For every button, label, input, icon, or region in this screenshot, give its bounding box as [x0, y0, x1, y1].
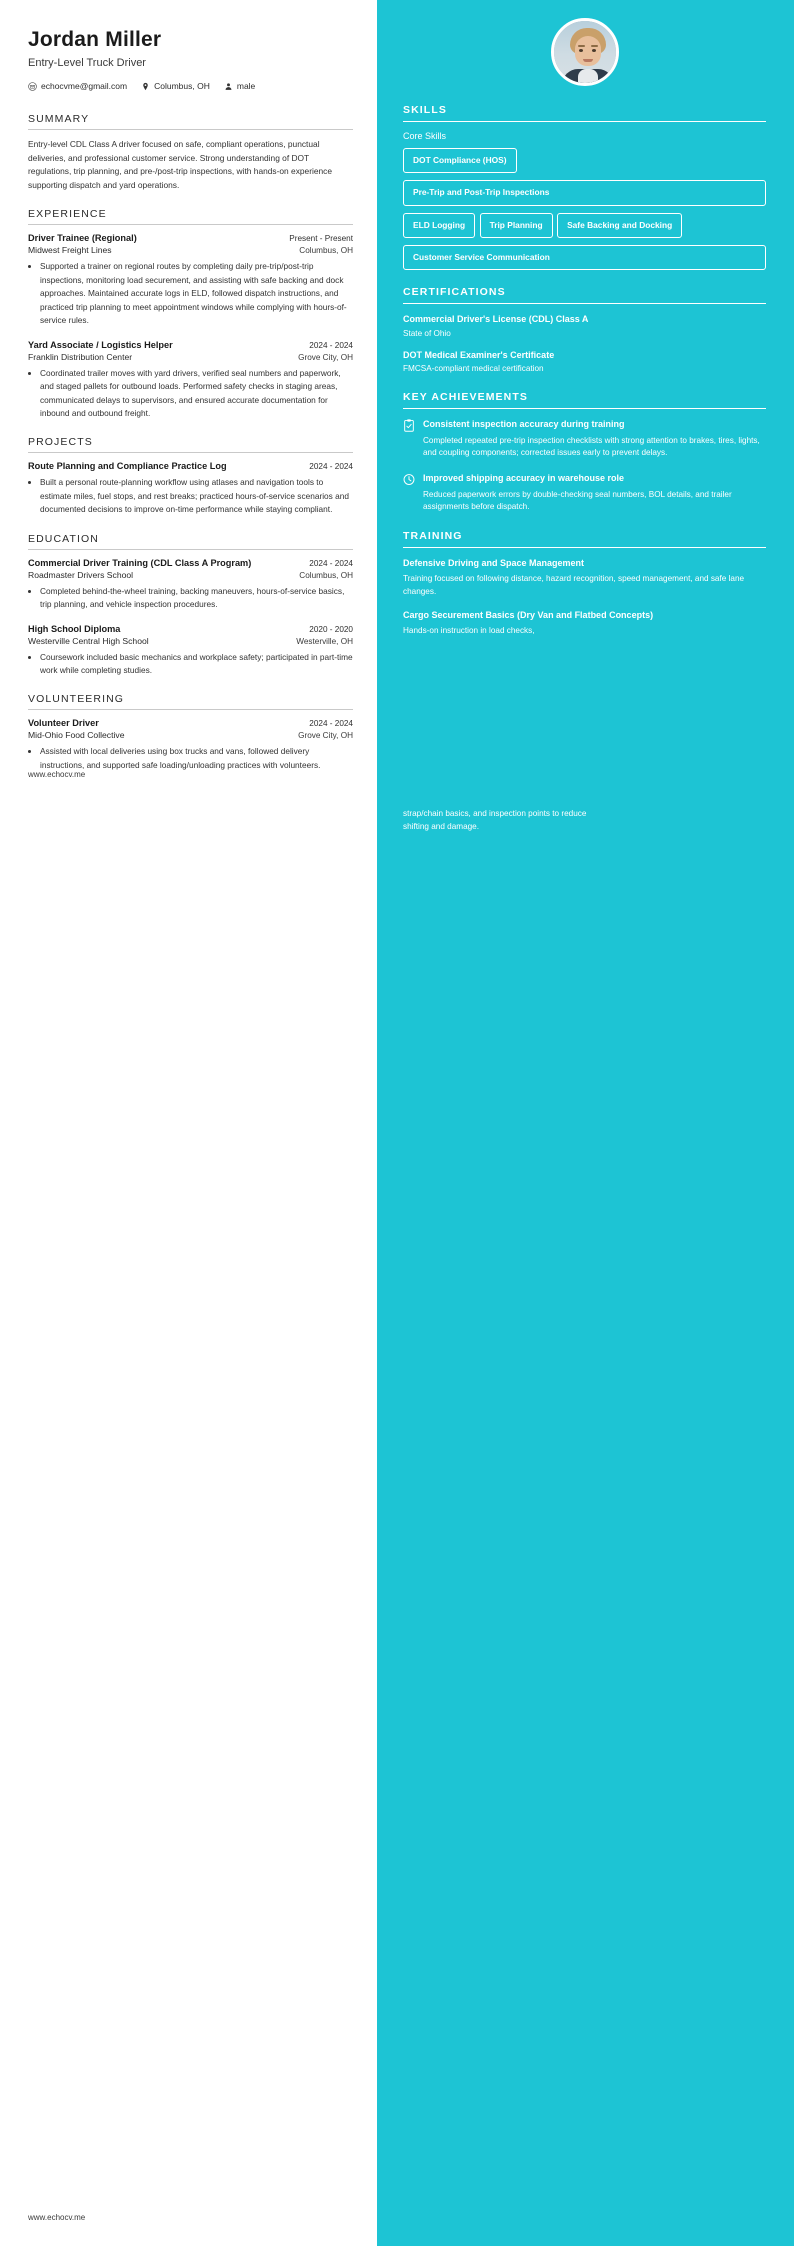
skill-chip: ELD Logging — [403, 213, 475, 238]
training-description-continued: strap/chain basics, and inspection points to reduce shifting and damage. — [403, 809, 587, 831]
project-entry — [28, 461, 353, 516]
skill-chip: Safe Backing and Docking — [557, 213, 682, 238]
entry-sub — [28, 730, 353, 740]
certification-item — [403, 313, 766, 339]
achievement-description: Completed repeated pre-trip inspection checklists with strong attention to brakes, tires, lights, and coupling components; corrected issues early to prevent delays. — [423, 435, 760, 458]
entry-bullet: • Completed behind-the-wheel training, backing maneuvers, hours-of-service basics, trip planning, and vehicle inspection procedures. — [40, 585, 353, 612]
section-summary — [28, 113, 353, 192]
candidate-role: Entry-Level Truck Driver — [28, 57, 146, 69]
achievement-item — [403, 472, 766, 514]
training-description: Training focused on following distance, hazard recognition, speed management, and safe lane changes. — [403, 574, 745, 597]
education-entry — [28, 558, 353, 612]
entry-bullet: • Built a personal route-planning workflow using atlases and navigation tools to estimate miles, fuel stops, and rest breaks; practiced hours-of-service scenarios and documented decisions to improve on-time performance while staying compliant. — [40, 476, 353, 516]
entry-location: Columbus, OH — [299, 246, 353, 256]
section-title-projects: PROJECTS — [28, 436, 353, 453]
entry-bullets — [28, 585, 353, 612]
training-title: Defensive Driving and Space Management — [403, 557, 585, 568]
section-title-skills: SKILLS — [403, 104, 766, 122]
avatar-wrap — [403, 18, 766, 86]
entry-title: Route Planning and Compliance Practice Log — [28, 461, 227, 472]
entry-date: 2020 - 2020 — [309, 624, 353, 634]
avatar — [551, 18, 619, 86]
entry-date: 2024 - 2024 — [309, 719, 353, 729]
resume-main-column — [0, 0, 377, 2246]
person-icon — [224, 82, 233, 91]
entry-org: Franklin Distribution Center — [28, 351, 133, 362]
entry-org: Midwest Freight Lines — [28, 245, 112, 256]
entry-bullets — [28, 367, 353, 421]
entry-bullet: • Coordinated trailer moves with yard drivers, verified seal numbers and paperwork, and staged pallets for outbound loads. Performed safety checks in staging areas, communicated delays to supervisors, and ensured accurate documentation for inbound and outbound freight. — [40, 367, 353, 421]
entry-org: Mid-Ohio Food Collective — [28, 730, 125, 741]
training-description: Hands-on instruction in load checks, — [403, 626, 535, 636]
achievement-title: Consistent inspection accuracy during training — [423, 419, 625, 430]
entry-bullets — [28, 651, 353, 678]
skill-chip: Pre-Trip and Post-Trip Inspections — [403, 180, 766, 205]
section-skills — [403, 104, 766, 270]
experience-entry — [28, 340, 353, 421]
entry-location: Columbus, OH — [299, 570, 353, 580]
entry-head — [28, 558, 353, 568]
page-footer-url[interactable]: www.echocv.me — [28, 2213, 86, 2222]
contact-gender — [224, 81, 255, 91]
location-pin-icon — [141, 82, 150, 91]
certification-issuer: State of Ohio — [403, 328, 451, 338]
entry-title: Commercial Driver Training (CDL Class A Program) — [28, 557, 252, 568]
entry-title: Driver Trainee (Regional) — [28, 233, 137, 244]
entry-org: Roadmaster Drivers School — [28, 569, 134, 580]
entry-location: Grove City, OH — [298, 352, 353, 362]
achievement-title: Improved shipping accuracy in warehouse role — [423, 473, 625, 484]
certification-name: DOT Medical Examiner's Certificate — [403, 349, 555, 360]
entry-head — [28, 340, 353, 350]
entry-bullet: • Supported a trainer on regional routes by completing daily pre-trip/post-trip inspections, monitoring load securement, and assisting with safe backing and dock approaches. Maintained accurate logs in ELD, followed dispatch instructions, and practiced trip planning to meet appointment windows while complying with hours-of-service rules. — [40, 260, 353, 327]
entry-bullet: • Assisted with local deliveries using box trucks and vans, followed delivery instructions, and supported safe loading/unloading practices with volunteers. — [40, 745, 353, 772]
entry-sub — [28, 352, 353, 362]
section-title-volunteering: VOLUNTEERING — [28, 693, 353, 710]
entry-location: Westerville, OH — [296, 636, 353, 646]
section-title-training: TRAINING — [403, 530, 766, 548]
contact-email — [28, 81, 127, 91]
resume-sidebar — [377, 0, 794, 2246]
achievement-description: Reduced paperwork errors by double-checking seal numbers, BOL details, and trailer assignments before dispatch. — [423, 489, 732, 512]
education-entry — [28, 624, 353, 678]
achievement-body — [423, 418, 766, 460]
entry-location: Grove City, OH — [298, 731, 353, 741]
entry-head — [28, 718, 353, 728]
contact-gender-text: male — [236, 81, 256, 91]
section-certifications — [403, 286, 766, 375]
clock-icon — [403, 472, 416, 514]
entry-head — [28, 624, 353, 634]
skill-chip: Trip Planning — [480, 213, 553, 238]
entry-head — [28, 461, 353, 471]
section-title-education: EDUCATION — [28, 533, 353, 550]
section-volunteering — [28, 693, 353, 772]
email-icon — [28, 82, 37, 91]
entry-date: 2024 - 2024 — [309, 462, 353, 472]
entry-bullet: • Coursework included basic mechanics and workplace safety; participated in part-time work while completing studies. — [40, 651, 353, 678]
entry-sub — [28, 570, 353, 580]
training-item — [403, 609, 766, 638]
achievement-item — [403, 418, 766, 460]
section-key-achievements — [403, 391, 766, 514]
section-experience — [28, 208, 353, 420]
section-projects — [28, 436, 353, 516]
training-item — [403, 557, 766, 599]
contact-location — [141, 81, 210, 91]
section-title-experience: EXPERIENCE — [28, 208, 353, 225]
contact-email-text: echocvme@gmail.com — [41, 81, 128, 91]
section-training — [403, 530, 766, 638]
section-title-summary: SUMMARY — [28, 113, 353, 130]
entry-bullets — [28, 745, 353, 772]
entry-title: High School Diploma — [28, 623, 121, 634]
entry-date: Present - Present — [289, 234, 353, 244]
entry-title: Volunteer Driver — [28, 718, 99, 729]
entry-sub — [28, 245, 353, 255]
experience-entry — [28, 233, 353, 327]
skill-chip: Customer Service Communication — [403, 245, 766, 270]
candidate-name: Jordan Miller — [28, 28, 162, 51]
core-skills-label: Core Skills — [403, 131, 447, 141]
entry-title: Yard Associate / Logistics Helper — [28, 339, 173, 350]
section-title-key-achievements: KEY ACHIEVEMENTS — [403, 391, 766, 409]
volunteering-entry — [28, 718, 353, 772]
section-title-certifications: CERTIFICATIONS — [403, 286, 766, 304]
skill-chip: DOT Compliance (HOS) — [403, 148, 517, 173]
page-footer-url[interactable]: www.echocv.me — [28, 770, 86, 779]
entry-date: 2024 - 2024 — [309, 558, 353, 568]
contact-row — [28, 81, 353, 91]
section-education — [28, 533, 353, 678]
entry-org: Westerville Central High School — [28, 635, 149, 646]
achievement-body — [423, 472, 766, 514]
certification-item — [403, 349, 766, 375]
training-title: Cargo Securement Basics (Dry Van and Flatbed Concepts) — [403, 609, 654, 620]
entry-sub — [28, 636, 353, 646]
contact-location-text: Columbus, OH — [154, 81, 210, 91]
entry-bullets — [28, 260, 353, 327]
certification-name: Commercial Driver's License (CDL) Class A — [403, 314, 589, 325]
entry-head — [28, 233, 353, 243]
entry-date: 2024 - 2024 — [309, 340, 353, 350]
certification-issuer: FMCSA-compliant medical certification — [403, 364, 544, 374]
entry-bullets — [28, 476, 353, 516]
clipboard-check-icon — [403, 418, 416, 460]
summary-text: Entry-level CDL Class A driver focused on safe, compliant operations, punctual deliveries, and professional customer service. Strong understanding of DOT regulations, trip planning, and pre-/post-trip inspections, with hands-on experience supporting dispatch and yard operations. — [28, 139, 333, 190]
